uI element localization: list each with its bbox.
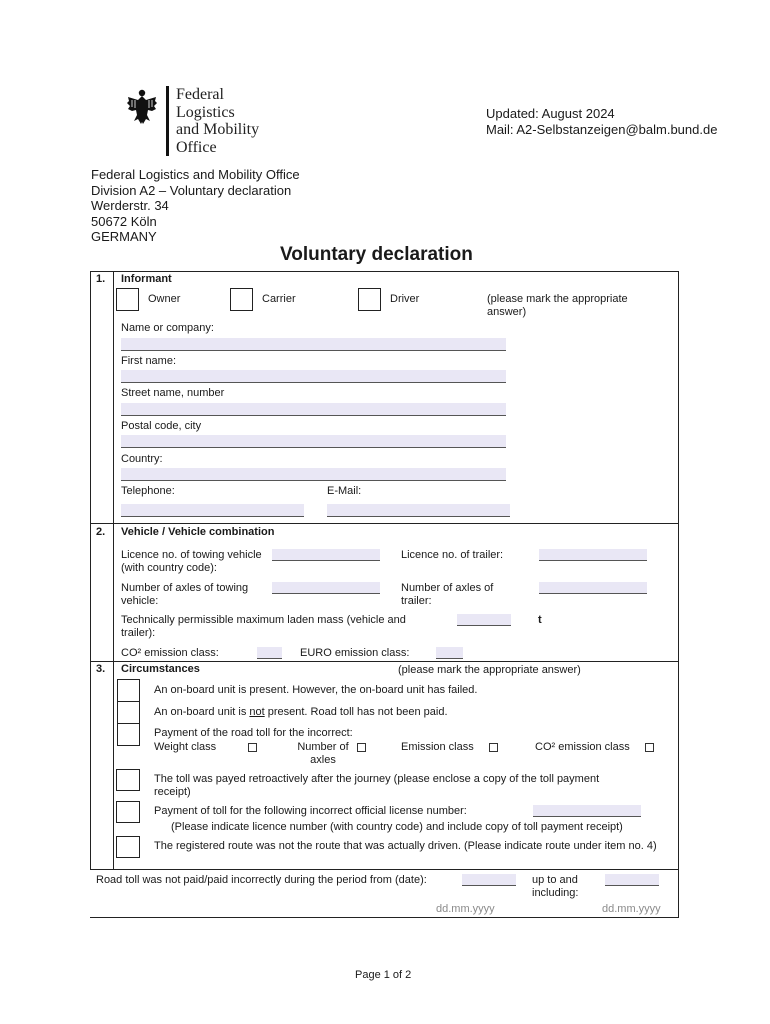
circumstance-1-text: An on-board unit is present. However, the on-board unit has failed.: [154, 684, 478, 696]
axles-towing-label: Number of axles of towing vehicle:: [121, 582, 249, 607]
circumstance-2-checkbox[interactable]: [117, 701, 140, 724]
period-to-input[interactable]: [605, 874, 659, 886]
logo-line: and Mobility: [176, 121, 260, 138]
mark-note: (please mark the appropriate answer): [487, 293, 628, 318]
page-number: Page 1 of 2: [355, 969, 412, 981]
carrier-label: Carrier: [262, 293, 296, 305]
mail-address[interactable]: Mail: A2-Selbstanzeigen@balm.bund.de: [486, 121, 718, 137]
mass-label: Technically permissible maximum laden mass (vehicle and trailer):: [121, 614, 406, 639]
country-input[interactable]: [121, 468, 506, 481]
towing-licence-input[interactable]: [272, 549, 380, 561]
logo-line: Logistics: [176, 103, 235, 121]
owner-label: Owner: [148, 293, 181, 305]
address-line: Division A2 – Voluntary declaration: [91, 182, 292, 198]
circumstance-4-text: The toll was payed retroactively after the journey (please enclose a copy of the toll payment receipt): [154, 773, 600, 798]
trailer-licence-input[interactable]: [539, 549, 647, 561]
logo-divider: [166, 86, 169, 156]
co2-class-label: CO² emission class:: [121, 647, 219, 659]
axles-trailer-input[interactable]: [539, 582, 647, 594]
section-2-number: 2.: [96, 526, 106, 538]
date-format-hint: dd.mm.yyyy: [602, 903, 661, 915]
email-label: E-Mail:: [327, 485, 362, 497]
logo: [126, 86, 276, 156]
euro-class-label: EURO emission class:: [300, 647, 410, 659]
address-line: Werderstr. 34: [91, 198, 169, 213]
circumstance-6-checkbox[interactable]: [116, 836, 140, 858]
street-label: Street name, number: [121, 387, 225, 399]
circumstance-2-post: present. Road toll has not been paid.: [264, 706, 448, 718]
axles-trailer-label: Number of axles of trailer:: [401, 582, 494, 607]
address-line: Federal Logistics and Mobility Office: [91, 167, 300, 182]
address-block: [91, 167, 300, 245]
period-from-input[interactable]: [462, 874, 516, 886]
towing-licence-label: Licence no. of towing vehicle (with country code):: [121, 549, 262, 574]
incorrect-licence-input[interactable]: [533, 805, 641, 817]
name-input[interactable]: [121, 338, 506, 351]
trailer-licence-label: Licence no. of trailer:: [401, 549, 504, 561]
mark-note: (please mark the appropriate answer): [398, 664, 581, 676]
co2-emission-class-checkbox[interactable]: [645, 743, 654, 752]
header-info: [486, 106, 717, 137]
mass-unit: t: [538, 614, 542, 626]
postal-label: Postal code, city: [121, 420, 202, 432]
name-label: Name or company:: [121, 322, 214, 334]
circumstance-2-not: not: [249, 706, 265, 718]
circumstance-4-checkbox[interactable]: [116, 769, 140, 791]
circumstance-6-text: The registered route was not the route that was actually driven. (Please indicate route under item no. 4): [154, 840, 657, 852]
weight-class-label: Weight class: [154, 741, 217, 753]
owner-checkbox[interactable]: [116, 288, 139, 311]
axles-towing-input[interactable]: [272, 582, 380, 594]
emission-class-label: Emission class: [401, 741, 474, 753]
telephone-label: Telephone:: [121, 485, 175, 497]
circumstance-2-pre: An on-board unit is: [154, 706, 250, 718]
logo-line: Office: [176, 138, 217, 156]
euro-class-input[interactable]: [436, 647, 463, 659]
co2-emission-class-label: CO² emission class: [535, 741, 630, 753]
logo-line: Federal: [176, 86, 224, 103]
emission-class-checkbox[interactable]: [489, 743, 498, 752]
address-line: 50672 Köln: [91, 213, 157, 229]
axles-label: Number of axles: [297, 741, 349, 766]
section-2-heading: Vehicle / Vehicle combination: [121, 526, 275, 538]
mass-input[interactable]: [457, 614, 511, 626]
postal-input[interactable]: [121, 435, 506, 448]
weight-class-checkbox[interactable]: [248, 743, 257, 752]
driver-checkbox[interactable]: [358, 288, 381, 311]
circumstance-5-text: Payment of toll for the following incorrect official license number:: [154, 805, 467, 817]
section-1-number: 1.: [96, 273, 106, 285]
circumstance-5-checkbox[interactable]: [116, 801, 140, 823]
period-label: Road toll was not paid/paid incorrectly during the period from (date):: [96, 874, 427, 886]
first-name-label: First name:: [121, 355, 177, 367]
carrier-checkbox[interactable]: [230, 288, 253, 311]
email-input[interactable]: [327, 504, 510, 517]
page-title: Voluntary declaration: [280, 244, 473, 265]
country-label: Country:: [121, 453, 163, 465]
updated-date: Updated: August 2024: [486, 106, 615, 121]
section-1-heading: Informant: [121, 273, 172, 285]
circumstance-5-note: (Please indicate licence number (with country code) and include copy of toll payment receipt): [171, 821, 623, 833]
circumstance-3-checkbox[interactable]: [117, 723, 140, 746]
first-name-input[interactable]: [121, 370, 506, 383]
street-input[interactable]: [121, 403, 506, 416]
axles-checkbox[interactable]: [357, 743, 366, 752]
driver-label: Driver: [390, 293, 420, 305]
section-3-number: 3.: [96, 663, 106, 675]
circumstance-1-checkbox[interactable]: [117, 679, 140, 702]
period-upto-label: up to and including:: [532, 874, 579, 899]
address-line: GERMANY: [91, 229, 157, 244]
date-format-hint: dd.mm.yyyy: [436, 903, 495, 915]
circumstance-3-text: Payment of the road toll for the incorrect:: [154, 727, 353, 739]
telephone-input[interactable]: [121, 504, 304, 517]
federal-eagle-icon: [126, 88, 158, 126]
circumstance-2-text: [154, 706, 448, 719]
co2-class-input[interactable]: [257, 647, 282, 659]
section-3-heading: Circumstances: [121, 663, 200, 675]
